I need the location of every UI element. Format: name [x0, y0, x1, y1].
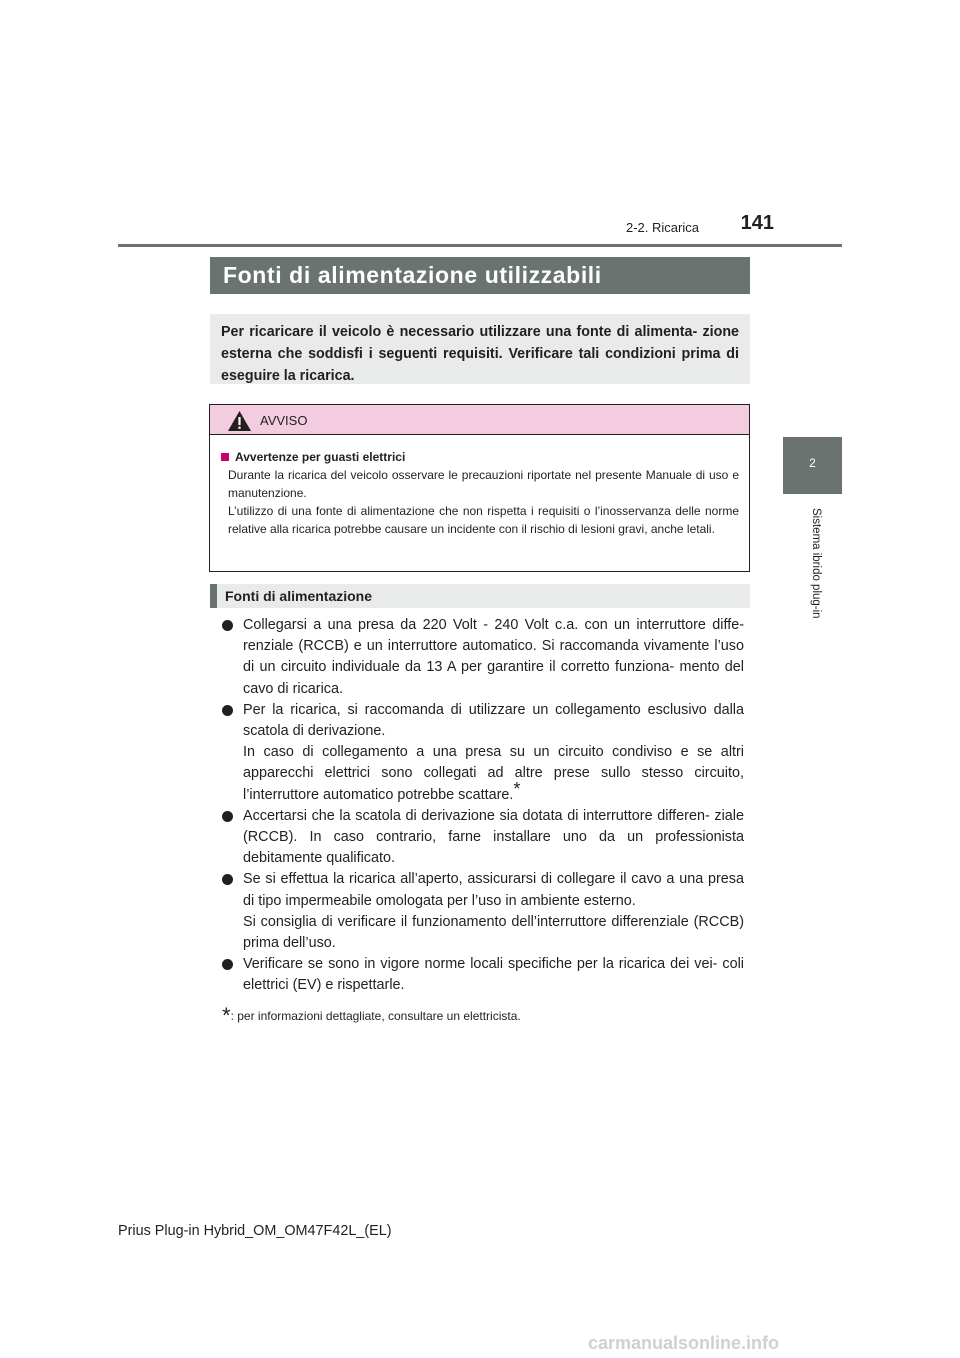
warning-header [210, 405, 749, 435]
bullet-text: Collegarsi a una presa da 220 Volt - 240 Volt c.a. con un interruttore diffe- renziale (RCCB) e un interruttore automatico. Si raccomanda vivamente l’uso di un circuito individuale da 13 A per garantire il corretto funziona- mento del cavo di ricarica. [243, 617, 744, 697]
bullet-text: Accertarsi che la scatola di derivazione sia dotata di interruttore differen- ziale (RCCB). In caso contrario, farne installare uno da un professionista debitamente qualificato. [243, 807, 744, 867]
footnote-star: * [513, 778, 521, 799]
warning-subtitle [221, 450, 405, 464]
warning-title: AVVISO [260, 413, 308, 428]
intro-text: Per ricaricare il veicolo è necessario utilizzare una fonte di alimenta- zione esterna che soddisfi i seguenti requisiti. Verificare tali condizioni prima di eseguire la ricarica. [221, 324, 739, 384]
bullet-text: Verificare se sono in vigore norme locali specifiche per la ricarica dei vei- coli elettrici (EV) e rispettarle. [243, 956, 744, 994]
footer-document-id: Prius Plug-in Hybrid_OM_OM47F42L_(EL) [118, 1223, 392, 1239]
list-item [222, 700, 744, 806]
warning-triangle-icon [227, 410, 252, 432]
footnote [222, 1003, 521, 1029]
page-number: 141 [740, 212, 774, 234]
bullet-text-continued [243, 742, 744, 806]
bullet-dot-icon [222, 620, 233, 631]
list-item [222, 806, 744, 870]
warning-body [228, 466, 739, 538]
intro-box [210, 314, 750, 384]
bullet-text: Per la ricarica, si raccomanda di utilizzare un collegamento esclusivo dalla scatola di derivazione. [243, 701, 744, 740]
bullet-continued-text: In caso di collegamento a una presa su un circuito condiviso e se altri apparecchi elettrici sono collegati ad altre prese sullo stesso circuito, l’interruttore automatico potrebbe scattare. [243, 744, 744, 803]
page-title: Fonti di alimentazione utilizzabili [210, 257, 750, 294]
warning-paragraph: L’utilizzo di una fonte di alimentazione che non rispetta i requisiti o l’inosservanza delle norme relative alla ricarica potrebbe causare un incidente con il rischio di lesioni gravi, anche letali. [228, 504, 739, 536]
list-item [222, 954, 744, 996]
bullet-text-continued: Si consiglia di verificare il funzionamento dell’interruttore differenziale (RCCB) prima dell’uso. [243, 913, 744, 952]
warning-paragraph: Durante la ricarica del veicolo osservare le precauzioni riportate nel presente Manuale di uso e manutenzione. [228, 468, 739, 500]
footnote-text: : per informazioni dettagliate, consultare un elettricista. [230, 1009, 521, 1023]
section-label: 2-2. Ricarica [626, 220, 699, 235]
list-item [222, 869, 744, 954]
bullet-dot-icon [222, 874, 233, 885]
watermark: carmanualsonline.info [588, 1333, 780, 1353]
bullet-dot-icon [222, 811, 233, 822]
bullet-dot-icon [222, 959, 233, 970]
footnote-mark: * [222, 1003, 231, 1028]
subsection-title: Fonti di alimentazione [210, 584, 750, 608]
list-item [222, 615, 744, 700]
chapter-title: Sistema ibrido plug-in [810, 508, 822, 619]
warning-subtitle-text: Avvertenze per guasti elettrici [235, 450, 406, 464]
header-rule [118, 244, 842, 247]
chapter-number: 2 [809, 456, 816, 470]
bullet-dot-icon [222, 705, 233, 716]
bullet-text: Se si effettua la ricarica all’aperto, assicurarsi di collegare il cavo a una presa di tipo impermeabile omologata per l’uso in ambiente esterno. [243, 871, 744, 909]
bullet-list [222, 615, 744, 997]
warning-box [209, 404, 750, 572]
square-bullet-icon [221, 453, 229, 461]
